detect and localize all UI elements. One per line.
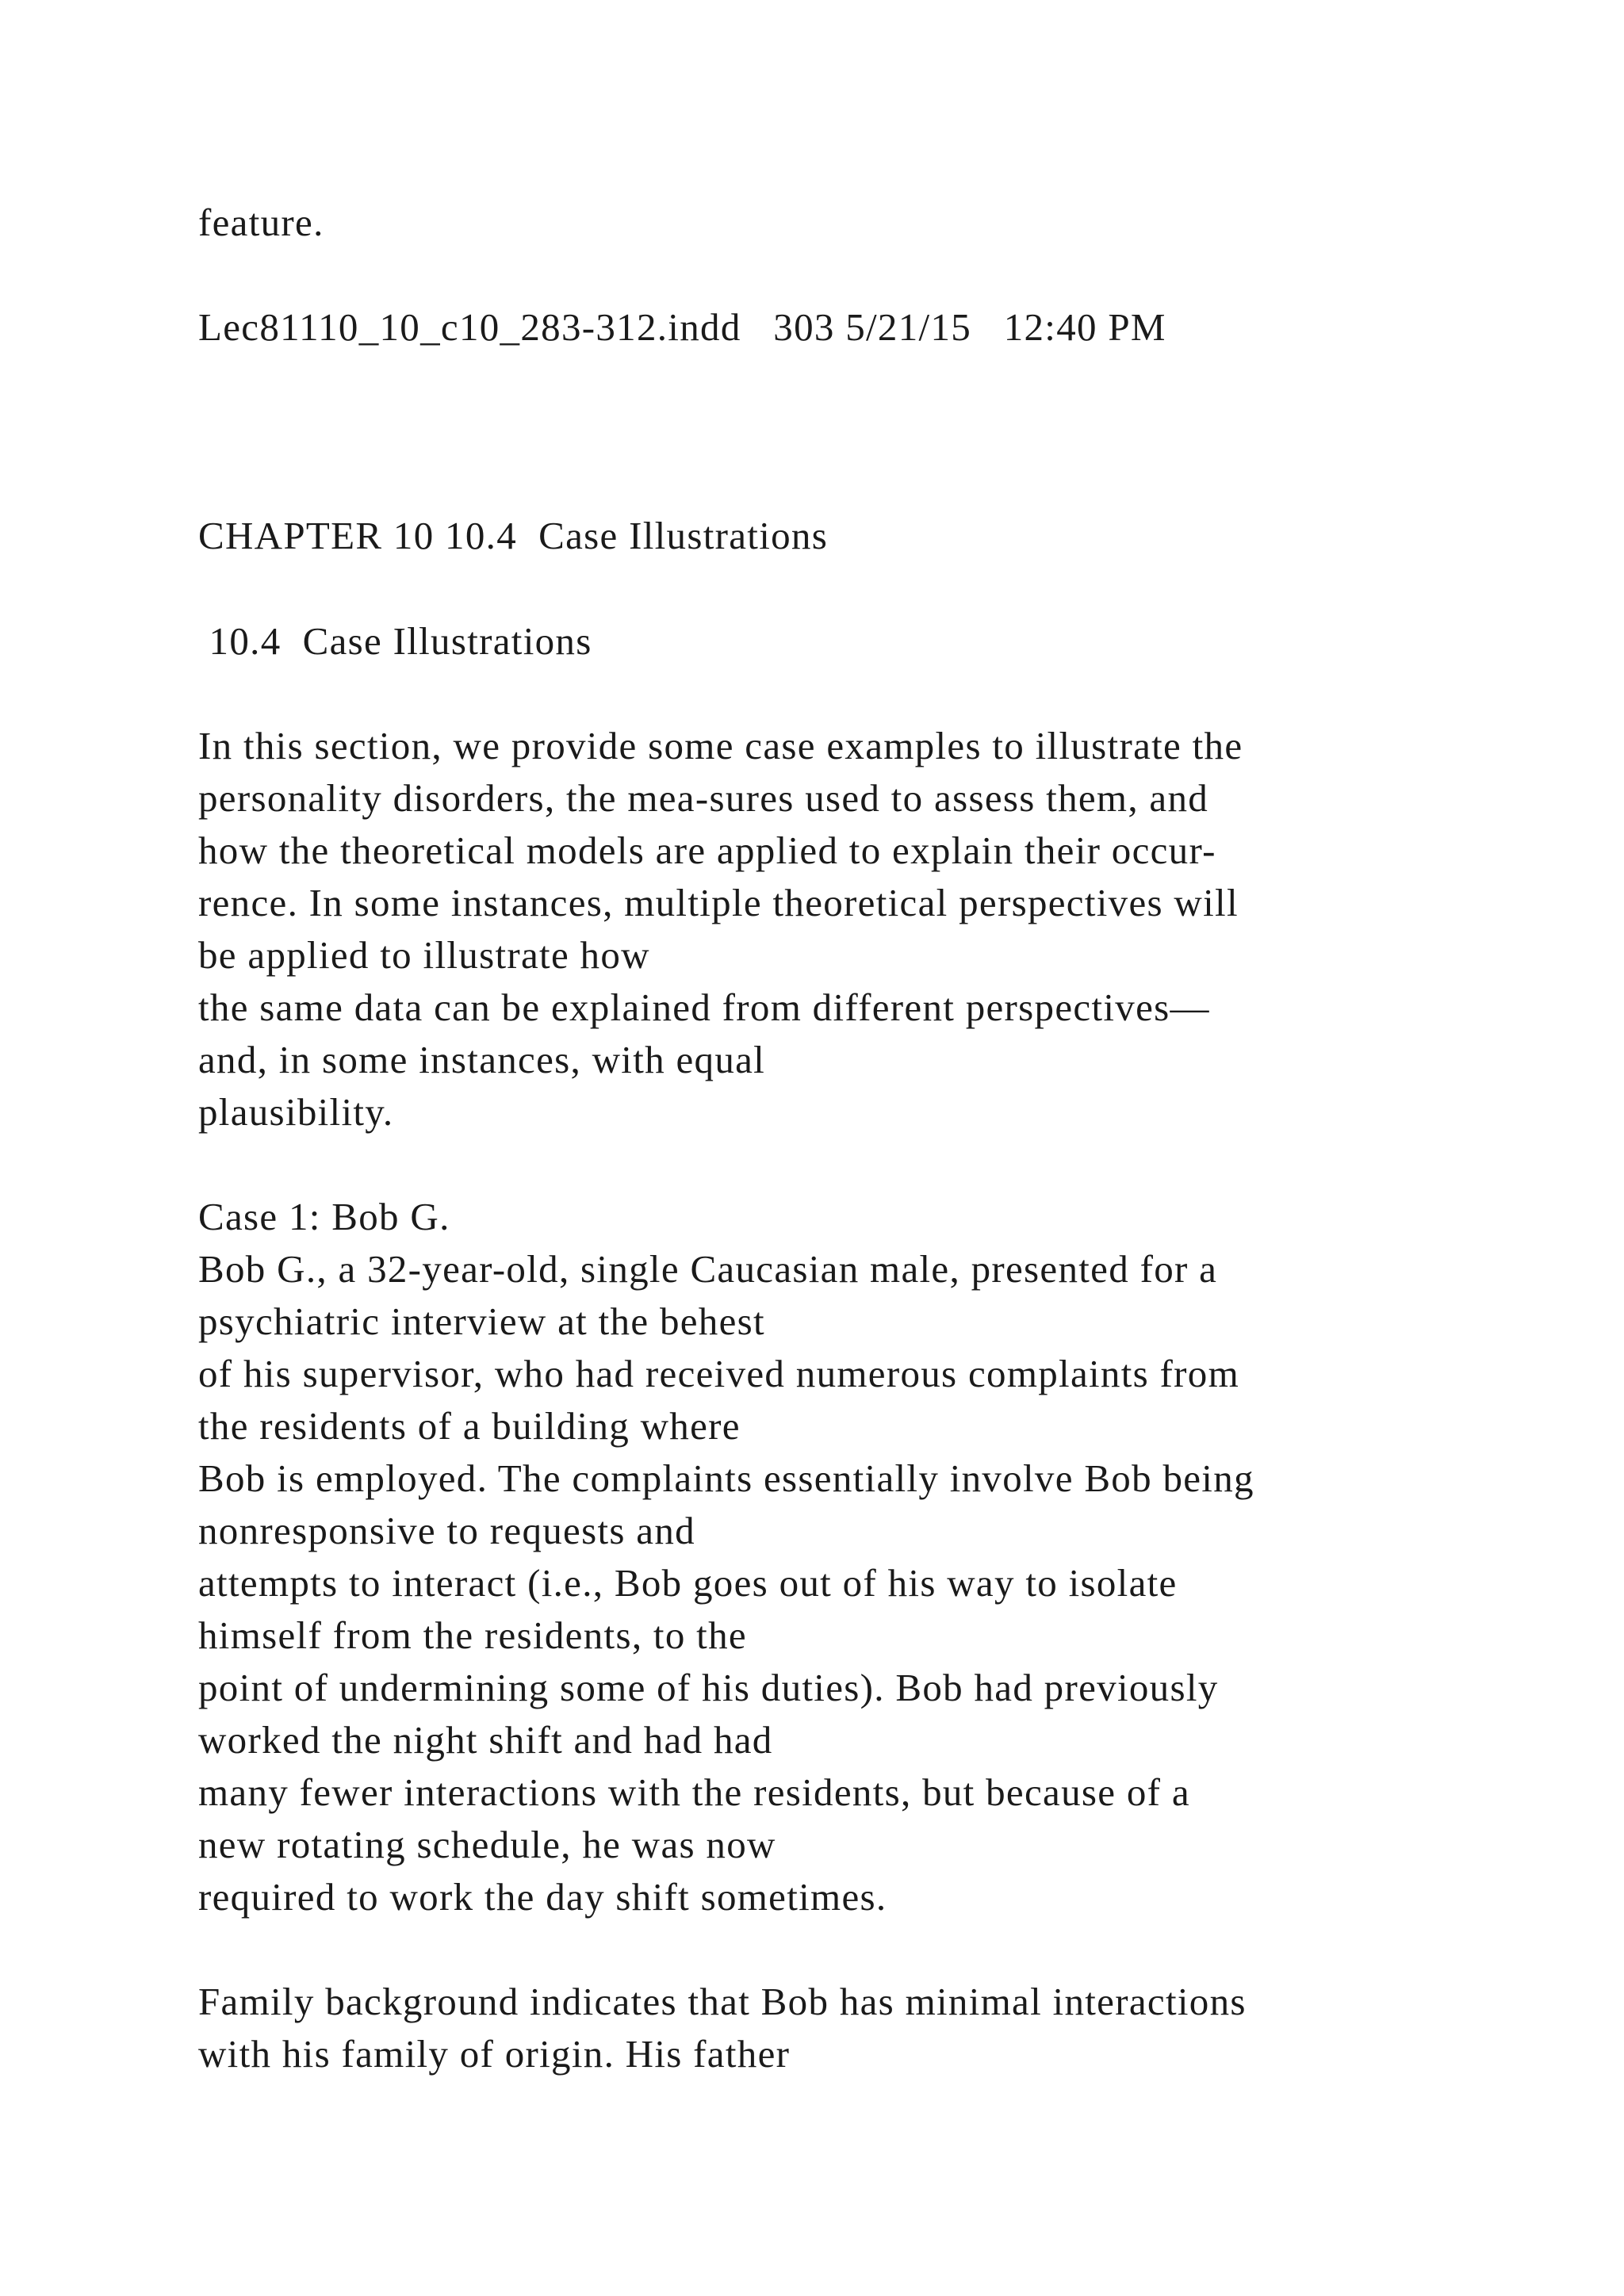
case-line: himself from the residents, to the: [198, 1613, 747, 1657]
case-line: new rotating schedule, he was now: [198, 1823, 776, 1866]
case-line: Bob is employed. The complaints essentially involve Bob being: [198, 1456, 1254, 1500]
intro-line: rence. In some instances, multiple theoretical perspectives will: [198, 881, 1239, 924]
running-head: CHAPTER 10 10.4 Case Illustrations: [198, 514, 829, 557]
case-line: attempts to interact (i.e., Bob goes out of his way to isolate: [198, 1561, 1178, 1605]
case-line: point of undermining some of his duties). Bob had previously: [198, 1666, 1219, 1709]
family-line: Family background indicates that Bob has minimal interactions: [198, 1980, 1247, 2023]
file-stamp: Lec81110_10_c10_283-312.indd 303 5/21/15 12:40 PM: [198, 305, 1166, 349]
case-line: the residents of a building where: [198, 1404, 741, 1448]
case-title: Case 1: Bob G.: [198, 1195, 450, 1238]
intro-line: the same data can be explained from different perspectives—: [198, 985, 1210, 1029]
case-line: worked the night shift and had had: [198, 1718, 773, 1762]
case-line: Bob G., a 32-year-old, single Caucasian male, presented for a: [198, 1247, 1218, 1291]
intro-line: and, in some instances, with equal: [198, 1038, 766, 1081]
intro-line: In this section, we provide some case examples to illustrate the: [198, 724, 1243, 767]
intro-line: personality disorders, the mea-sures used to assess them, and: [198, 776, 1209, 820]
case-line: many fewer interactions with the residents, but because of a: [198, 1770, 1190, 1814]
case-line: nonresponsive to requests and: [198, 1509, 695, 1552]
intro-line: plausibility.: [198, 1090, 394, 1134]
case-line: required to work the day shift sometimes.: [198, 1875, 887, 1919]
family-line: with his family of origin. His father: [198, 2032, 791, 2076]
case-line: of his supervisor, who had received numerous complaints from: [198, 1352, 1240, 1395]
intro-line: be applied to illustrate how: [198, 933, 650, 977]
section-heading: 10.4 Case Illustrations: [198, 619, 592, 663]
text-fragment: feature.: [198, 201, 324, 244]
intro-line: how the theoretical models are applied to explain their occur-: [198, 828, 1216, 872]
case-line: psychiatric interview at the behest: [198, 1299, 765, 1343]
